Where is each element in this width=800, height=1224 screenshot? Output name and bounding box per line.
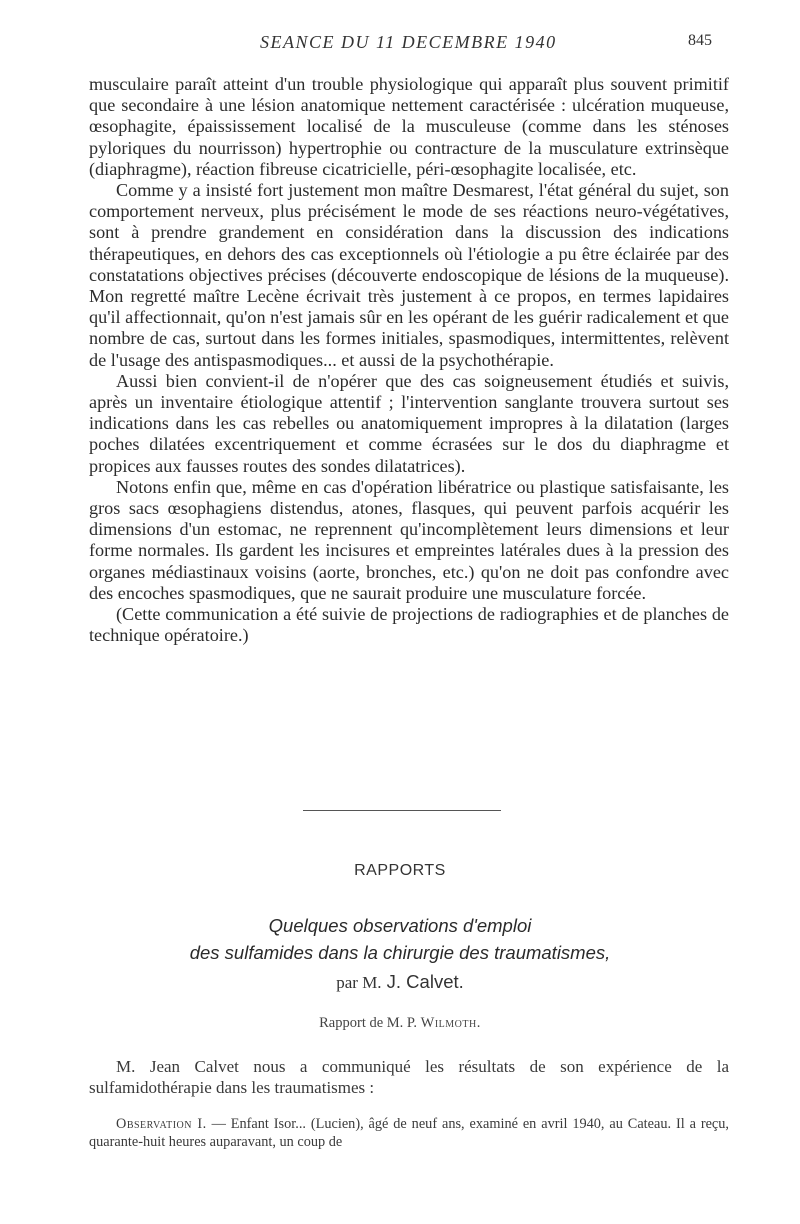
page-number: 845	[688, 32, 712, 49]
article-title	[0, 912, 800, 966]
section-heading: RAPPORTS	[354, 862, 446, 879]
paragraph: Comme y a insisté fort justement mon maître Desmarest, l'état général du sujet, son comportement nerveux, plus précisément le mode de ses réactions neuro-végétatives, sont à prendre grandement en considération dans la discussion des indications thérapeutiques, en dehors des cas exceptionnels où l'étiologie a pu être éclairée par des constatations objectives précises (découverte endoscopique de lésions de la muqueuse). Mon regretté maître Lecène écrivait très justement à ce propos, en termes lapidaires qu'il affectionnait, qu'on n'est jamais sûr en les opérant de les guérir radicalement et que nombre de cas, surtout dans les formes initiales, spasmodiques, intermittentes, relèvent de l'usage des antispasmodiques... et aussi de la psychothérapie.	[89, 180, 729, 370]
article-body	[89, 74, 729, 646]
paragraph: musculaire paraît atteint d'un trouble physiologique qui apparaît plus souvent primitif que secondaire à une lésion anatomique nettement caractérisée : ulcération muqueuse, œsophagite, épaississement localisé de la musculeuse (comme dans les sténoses pyloriques du nourrisson) hypertrophie ou contracture de la musculature extrinsèque (diaphragme), réaction fibreuse cicatricielle, péri-œsophagite localisée, etc.	[89, 74, 729, 179]
observation-paragraph	[89, 1115, 729, 1151]
observation-text: — Enfant Isor... (Lucien), âgé de neuf ans, examiné en avril 1940, au Cateau. Il a reçu, quarante-huit heures auparavant, un coup de	[89, 1116, 729, 1150]
report-author: Wilmoth.	[420, 1015, 481, 1031]
section-divider	[303, 810, 501, 811]
report-prefix: Rapport de M. P.	[319, 1015, 418, 1031]
title-line: des sulfamides dans la chirurgie des traumatismes,	[189, 942, 611, 963]
intro-paragraph: M. Jean Calvet nous a communiqué les résultats de son expérience de la sulfamidothérapie dans les traumatismes :	[89, 1057, 729, 1097]
paragraph: (Cette communication a été suivie de projections de radiographies et de planches de technique opératoire.)	[89, 604, 729, 646]
author-prefix: par M.	[336, 973, 382, 992]
title-line: Quelques observations d'emploi	[268, 915, 532, 936]
running-title: SEANCE DU 11 DECEMBRE 1940	[260, 32, 557, 52]
paragraph: Notons enfin que, même en cas d'opération libératrice ou plastique satisfaisante, les gros sacs œsophagiens distendus, atones, flasques, qui peuvent parfois acquérir les dimensions d'un estomac, ne reprennent qu'incomplètement leurs dimensions et leur forme normales. Ils gardent les incisures et empreintes latérales dues à la pression des organes médiastinaux voisins (aorte, bronches, etc.) qu'on ne doit pas confondre avec des encoches spasmodiques, que ne saurait produire une musculature forcée.	[89, 476, 729, 603]
author-name: J. Calvet.	[386, 971, 464, 992]
observation-label: Observation I.	[116, 1116, 207, 1132]
page-header	[0, 28, 800, 58]
paragraph: Aussi bien convient-il de n'opérer que des cas soigneusement étudiés et suivis, après un inventaire étiologique attentif ; l'intervention sanglante trouvera surtout ses indications dans les cas rebelles ou anatomiquement impropres à la dilatation (larges poches dilatées excentriquement et comme écrasées sur le dos du diaphragme et propices aux fausses routes des sondes dilatatrices).	[89, 370, 729, 476]
author-line	[0, 971, 800, 993]
report-attribution	[0, 1015, 800, 1032]
